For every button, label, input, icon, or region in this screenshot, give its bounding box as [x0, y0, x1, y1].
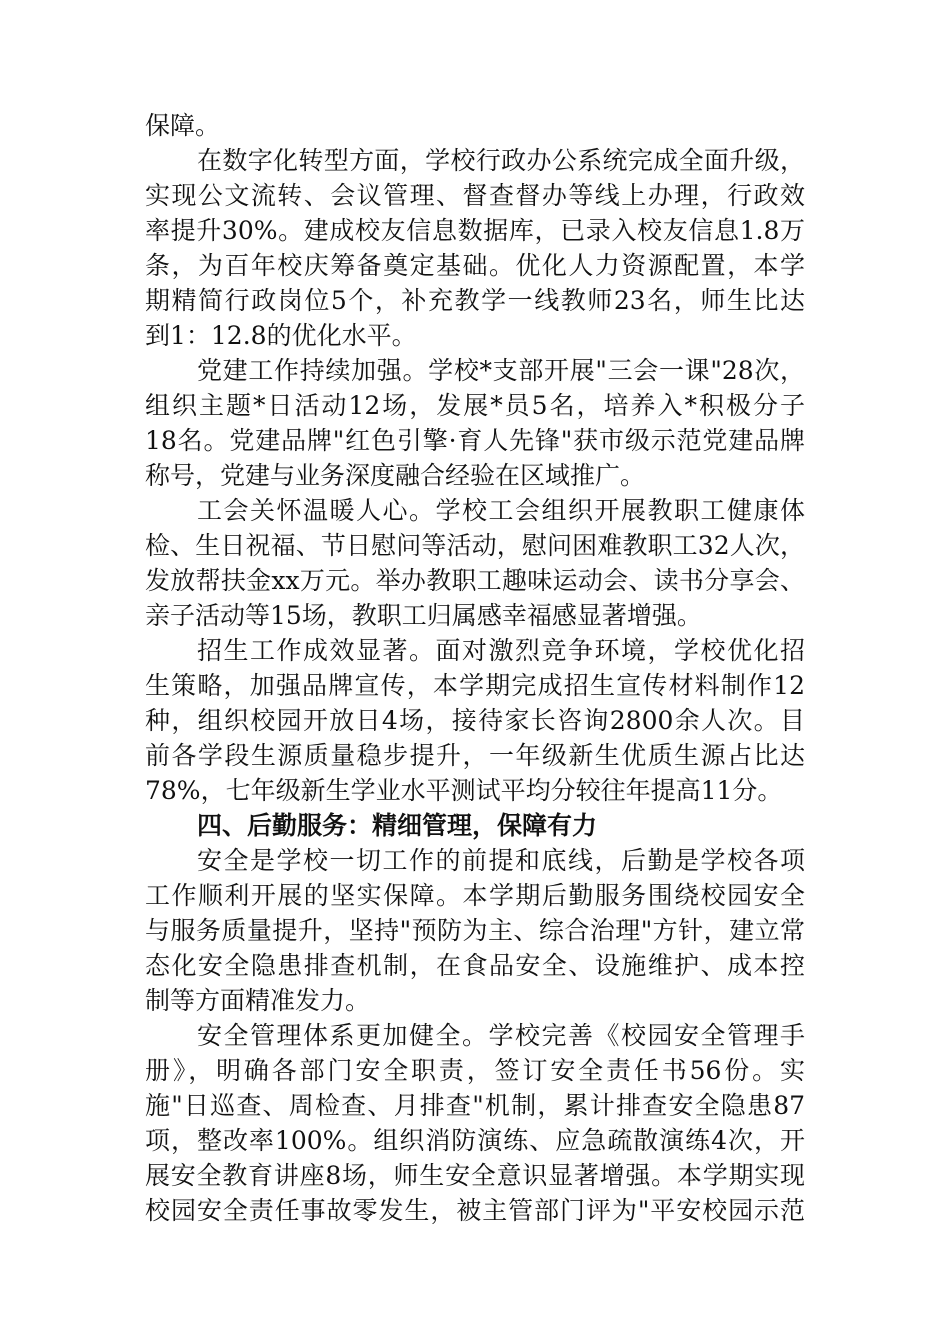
paragraph-start-line: 安全管理体系更加健全。学校完善《校园安全管理手 — [197, 1021, 805, 1050]
text-line: 组织主题*日活动12场，发展*员5名，培养入*积极分子 — [145, 391, 805, 420]
text-line: 18名。党建品牌"红色引擎·育人先锋"获市级示范党建品牌 — [145, 426, 805, 455]
text-line: 亲子活动等15场，教职工归属感幸福感显著增强。 — [145, 601, 702, 630]
text-line: 78%，七年级新生学业水平测试平均分较往年提高11分。 — [145, 776, 783, 805]
paragraph-start-line: 工会关怀温暖人心。学校工会组织开展教职工健康体 — [197, 496, 805, 525]
text-line: 到1：12.8的优化水平。 — [145, 321, 417, 350]
text-line: 册》，明确各部门安全职责，签订安全责任书56份。实 — [145, 1056, 805, 1085]
paragraph-start-line: 招生工作成效显著。面对激烈竞争环境，学校优化招 — [197, 636, 805, 665]
text-line: 称号，党建与业务深度融合经验在区域推广。 — [145, 461, 646, 490]
text-line: 生策略，加强品牌宣传，本学期完成招生宣传材料制作12 — [145, 671, 805, 700]
text-line: 项，整改率100%。组织消防演练、应急疏散演练4次，开 — [145, 1126, 805, 1155]
text-line: 种，组织校园开放日4场，接待家长咨询2800余人次。目 — [145, 706, 805, 735]
text-line: 校园安全责任事故零发生，被主管部门评为"平安校园示范 — [145, 1196, 805, 1225]
text-line: 保障。 — [145, 111, 221, 140]
text-line: 前各学段生源质量稳步提升，一年级新生优质生源占比达 — [145, 741, 805, 770]
text-line: 期精简行政岗位5个，补充教学一线教师23名，师生比达 — [145, 286, 805, 315]
text-line: 率提升30%。建成校友信息数据库，已录入校友信息1.8万 — [145, 216, 805, 245]
text-line: 检、生日祝福、节日慰问等活动，慰问困难教职工32人次， — [145, 531, 805, 560]
text-line: 与服务质量提升，坚持"预防为主、综合治理"方针，建立常 — [145, 916, 805, 945]
section-heading: 四、后勤服务：精细管理，保障有力 — [197, 811, 598, 840]
text-line: 工作顺利开展的坚实保障。本学期后勤服务围绕校园安全 — [145, 881, 805, 910]
text-line: 实现公文流转、会议管理、督查督办等线上办理，行政效 — [145, 181, 805, 210]
text-line: 制等方面精准发力。 — [145, 986, 371, 1015]
document-body — [145, 108, 805, 1228]
text-line: 发放帮扶金xx万元。举办教职工趣味运动会、读书分享会、 — [145, 566, 805, 595]
text-line: 态化安全隐患排查机制，在食品安全、设施维护、成本控 — [145, 951, 805, 980]
paragraph-start-line: 安全是学校一切工作的前提和底线，后勤是学校各项 — [197, 846, 805, 875]
text-line: 施"日巡查、周检查、月排查"机制，累计排查安全隐患87 — [145, 1091, 805, 1120]
text-line: 条，为百年校庆筹备奠定基础。优化人力资源配置，本学 — [145, 251, 805, 280]
text-line: 展安全教育讲座8场，师生安全意识显著增强。本学期实现 — [145, 1161, 805, 1190]
paragraph-start-line: 党建工作持续加强。学校*支部开展"三会一课"28次， — [197, 356, 805, 385]
paragraph-start-line: 在数字化转型方面，学校行政办公系统完成全面升级， — [197, 146, 805, 175]
